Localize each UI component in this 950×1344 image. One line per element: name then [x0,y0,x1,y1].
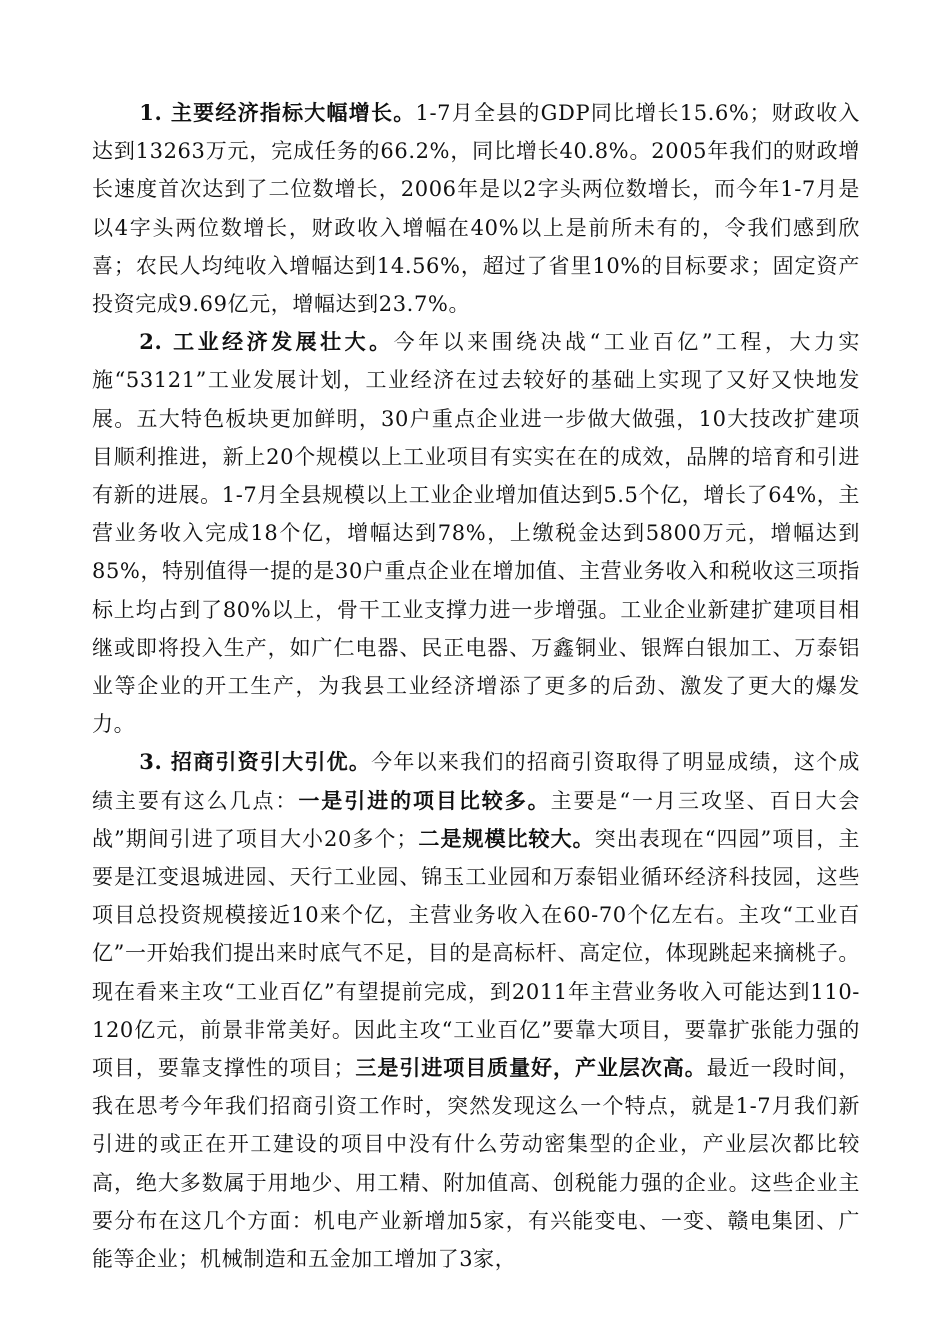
paragraph-text: 今年以来我们的招商引资取得了明显成绩，这个成绩主要有这么几点： [92,750,860,813]
paragraph-text: 突出表现在“四园”项目，主要是江变退城进园、天行工业园、锦玉工业园和万泰铝业循环经济科技园，这些项目总投资规模接近10来个亿，主营业务收入在60-70个亿左右。主攻“工业百亿”一开始我们提出来时底气不足，目的是高标杆、高定位，体现跳起来摘桃子。现在看来主攻“工业百亿”有望提前完成，到2011年主营业务收入可能达到110-120亿元，前景非常美好。因此主攻“工业百亿”要靠大项目，要靠扩张能力强的项目，要靠支撑性的项目； [92,826,860,1081]
paragraph-text: 主要是“一月三攻坚、百日大会战”期间引进了项目大小20多个； [92,788,860,851]
paragraph-text: 最近一段时间，我在思考今年我们招商引资工作时，突然发现这么一个特点，就是1-7月我们新引进的或正在开工建设的项目中没有什么劳动密集型的企业，产业层次都比较高，绝大多数属于用地少、用工精、附加值高、创税能力强的企业。这些企业主要分布在这几个方面：机电产业新增加5家，有兴能变电、一变、赣电集团、广能等企业；机械制造和五金加工增加了3家， [92,1056,860,1272]
emphasis-point-three: 三是引进项目质量好，产业层次高。 [355,1055,707,1081]
paragraph-industrial-economy [92,323,860,743]
paragraph-investment-attraction [92,743,860,1278]
paragraph-heading: 3. 招商引资引大引优。 [139,749,372,775]
paragraph-heading: 1. 主要经济指标大幅增长。 [139,100,416,125]
paragraph-text: 今年以来围绕决战“工业百亿”工程，大力实施“53121”工业发展计划，工业经济在过去较好的基础上实现了又好又快地发展。五大特色板块更加鲜明，30户重点企业进一步做大做强，10大技改扩建项目顺利推进，新上20个规模以上工业项目有实实在在的成效，品牌的培育和引进有新的进展。1-7月全县规模以上工业企业增加值达到5.5个亿，增长了64%，主营业务收入完成18个亿，增幅达到78%，上缴税金达到5800万元，增幅达到85%，特别值得一提的是30户重点企业在增加值、主营业务收入和税收这三项指标上均占到了80%以上，骨干工业支撑力进一步增强。工业企业新建扩建项目相继或即将投入生产，如广仁电器、民正电器、万鑫铜业、银辉白银加工、万泰铝业等企业的开工生产，为我县工业经济增添了更多的后劲、激发了更大的爆发力。 [92,330,860,737]
paragraph-heading: 2. 工业经济发展壮大。 [139,329,394,355]
emphasis-point-two: 二是规模比较大。 [418,825,595,851]
emphasis-point-one: 一是引进的项目比较多。 [298,787,551,813]
document-page [92,94,860,1278]
paragraph-economic-indicators [92,94,860,323]
paragraph-text: 1-7月全县的GDP同比增长15.6%；财政收入达到13263万元，完成任务的66.2%，同比增长40.8%。2005年我们的财政增长速度首次达到了二位数增长，2006年是以2字头两位数增长，而今年1-7月是以4字头两位数增长，财政收入增幅在40%以上是前所未有的，令我们感到欣喜；农民人均纯收入增幅达到14.56%，超过了省里10%的目标要求；固定资产投资完成9.69亿元，增幅达到23.7%。 [92,101,861,317]
